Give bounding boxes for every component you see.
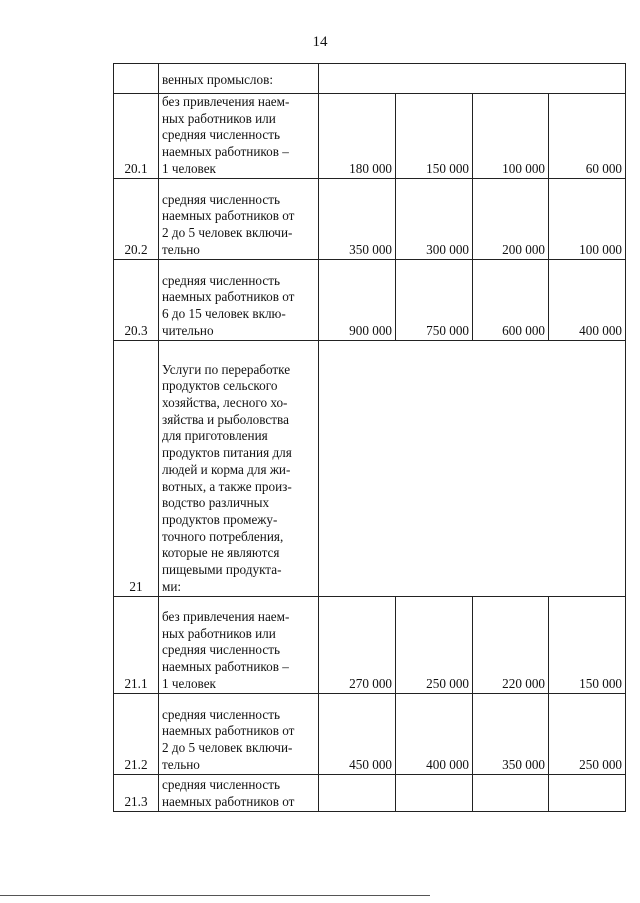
description-line: венных промыслов: — [162, 72, 273, 88]
description-line: без привлечения наем- — [162, 94, 290, 109]
description-line: тельно — [162, 756, 200, 772]
description-line: продуктов питания для — [162, 445, 292, 461]
description-line: средняя численность — [162, 191, 280, 207]
description-line: 2 до 5 человек включи- — [162, 740, 293, 756]
row-description — [159, 64, 319, 94]
row-number: 21.3 — [114, 774, 159, 811]
value-cell: 600 000 — [473, 259, 549, 340]
tariff-table — [113, 63, 626, 812]
value-cell: 100 000 — [549, 178, 626, 259]
value-cell — [319, 774, 396, 811]
value-cell: 350 000 — [473, 693, 549, 774]
description-line: продуктов сельского — [162, 378, 278, 394]
section-row — [114, 340, 626, 596]
description-line: людей и корма для жи- — [162, 461, 291, 477]
table-row — [114, 259, 626, 340]
value-cell: 350 000 — [319, 178, 396, 259]
description-line: ных работников или — [162, 110, 276, 126]
description-line: продуктов промежу- — [162, 512, 278, 527]
value-cell: 450 000 — [319, 693, 396, 774]
description-line: средняя численность — [162, 642, 280, 658]
value-cell: 250 000 — [549, 693, 626, 774]
description-line: средняя численность — [162, 706, 280, 722]
row-number: 21 — [114, 340, 159, 596]
row-description — [159, 259, 319, 340]
description-line: точного потребления, — [162, 528, 284, 544]
row-description — [159, 340, 319, 596]
description-line: ми: — [162, 578, 182, 594]
description-line: 2 до 5 человек включи- — [162, 225, 293, 241]
table-row — [114, 178, 626, 259]
value-cell: 270 000 — [319, 596, 396, 693]
value-cell — [549, 774, 626, 811]
row-number: 20.2 — [114, 178, 159, 259]
value-cell: 180 000 — [319, 94, 396, 179]
row-number: 20.1 — [114, 94, 159, 179]
value-cell: 150 000 — [549, 596, 626, 693]
description-line: чительно — [162, 322, 214, 338]
description-line: наемных работников от — [162, 793, 295, 809]
description-line: пищевыми продукта- — [162, 562, 282, 578]
description-line: наемных работников – — [162, 144, 289, 160]
value-cell: 400 000 — [549, 259, 626, 340]
section-row — [114, 64, 626, 94]
row-description — [159, 178, 319, 259]
description-line: ных работников или — [162, 625, 276, 641]
value-cell: 750 000 — [396, 259, 473, 340]
table-row — [114, 774, 626, 811]
description-line: которые не являются — [162, 545, 280, 561]
description-line: наемных работников от — [162, 289, 295, 305]
row-description — [159, 596, 319, 693]
description-line: водство различных — [162, 495, 270, 511]
value-cell: 200 000 — [473, 178, 549, 259]
description-line: Услуги по переработке — [162, 361, 291, 377]
description-line: 6 до 15 человек вклю- — [162, 306, 286, 322]
description-line: средняя численность — [162, 127, 280, 143]
description-line: средняя численность — [162, 272, 280, 288]
bottom-rule — [0, 895, 430, 896]
description-line: без привлечения наем- — [162, 609, 290, 624]
table-body — [114, 64, 626, 812]
description-line: хозяйства, лесного хо- — [162, 395, 288, 411]
page-number: 14 — [312, 34, 328, 50]
value-cell — [473, 774, 549, 811]
value-cell: 300 000 — [396, 178, 473, 259]
merged-empty-cell — [319, 64, 626, 94]
row-number: 21.1 — [114, 596, 159, 693]
row-number: 20.3 — [114, 259, 159, 340]
description-line: 1 человек — [162, 160, 216, 176]
value-cell: 100 000 — [473, 94, 549, 179]
description-line: для приготовления — [162, 428, 268, 444]
description-line: наемных работников – — [162, 659, 289, 675]
description-line: зяйства и рыболовства — [162, 411, 289, 427]
value-cell: 250 000 — [396, 596, 473, 693]
description-line: средняя численность — [162, 777, 280, 793]
table-row — [114, 596, 626, 693]
description-line: наемных работников от — [162, 208, 295, 224]
merged-empty-cell — [319, 340, 626, 596]
row-description — [159, 774, 319, 811]
row-number — [114, 64, 159, 94]
description-line: наемных работников от — [162, 723, 295, 739]
row-number: 21.2 — [114, 693, 159, 774]
table-row — [114, 94, 626, 179]
row-description — [159, 94, 319, 179]
table-row — [114, 693, 626, 774]
description-line: 1 человек — [162, 675, 216, 691]
value-cell: 150 000 — [396, 94, 473, 179]
value-cell: 400 000 — [396, 693, 473, 774]
row-description — [159, 693, 319, 774]
value-cell: 60 000 — [549, 94, 626, 179]
description-line: тельно — [162, 241, 200, 257]
value-cell: 900 000 — [319, 259, 396, 340]
value-cell — [396, 774, 473, 811]
value-cell: 220 000 — [473, 596, 549, 693]
description-line: вотных, а также произ- — [162, 478, 292, 494]
